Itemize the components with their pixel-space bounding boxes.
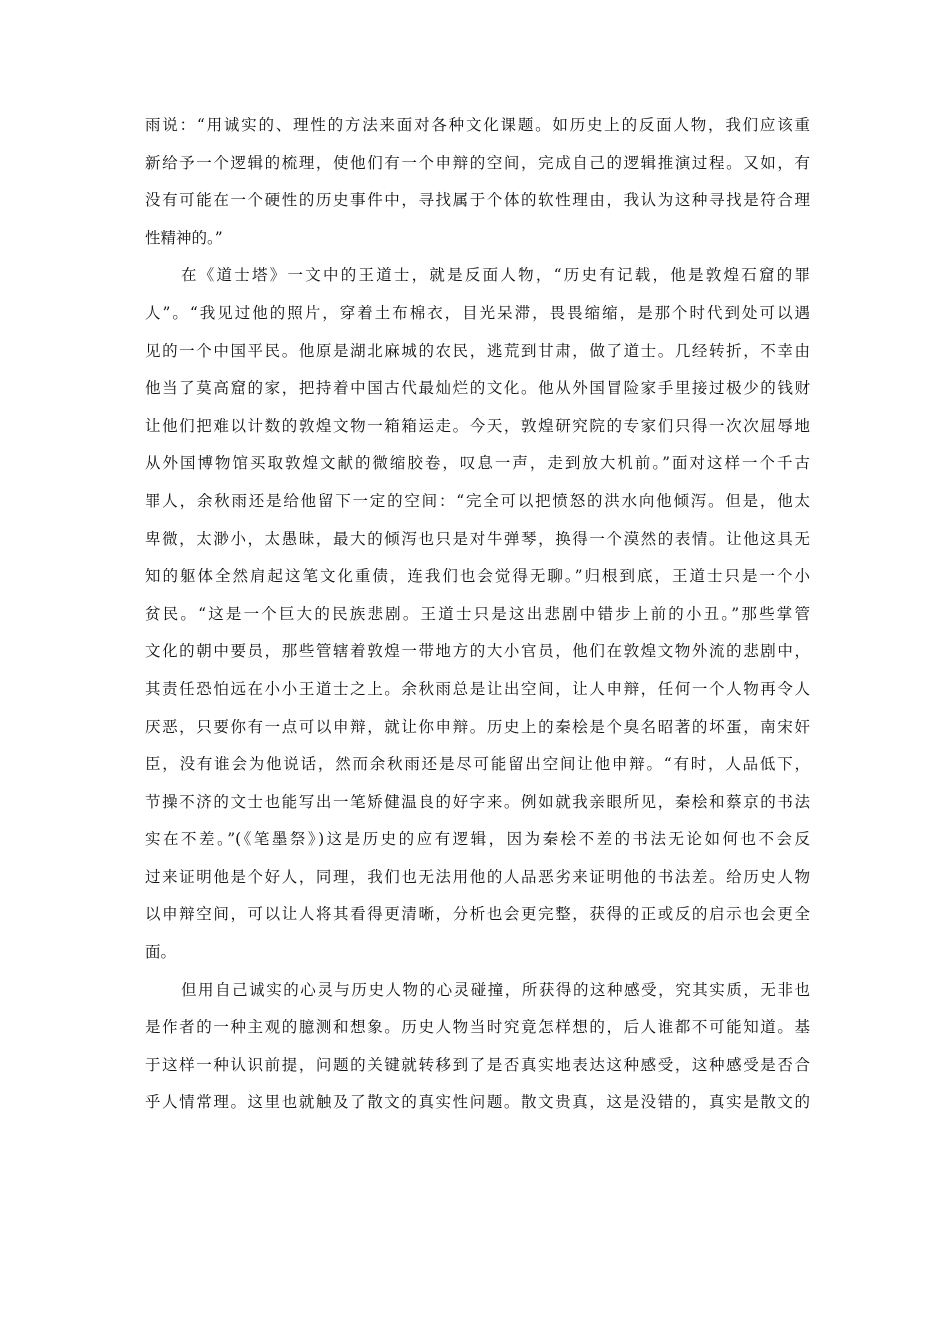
text-line: 卑微，太渺小，太愚昧，最大的倾泻也只是对牛弹琴，换得一个漠然的表情。让他这具无 xyxy=(145,529,810,548)
text-line: 雨说：“用诚实的、理性的方法来面对各种文化课题。如历史上的反面人物，我们应该重 xyxy=(145,116,810,134)
text-line: 从外国博物馆买取敦煌文献的微缩胶卷，叹息一声，走到放大机前。”面对这样一个千古 xyxy=(145,454,810,473)
text-line: 以申辩空间，可以让人将其看得更清晰，分析也会更完整，获得的正或反的启示也会更全 xyxy=(145,905,810,924)
text-line: 节操不济的文士也能写出一笔矫健温良的好字来。例如就我亲眼所见，秦桧和蔡京的书法 xyxy=(145,792,810,811)
text-line: 在《道士塔》一文中的王道士，就是反面人物，“历史有记载，他是敦煌石窟的罪 xyxy=(181,266,810,285)
text-line: 于这样一种认识前提，问题的关键就转移到了是否真实地表达这种感受，这种感受是否合 xyxy=(145,1055,810,1074)
text-line: 没有可能在一个硬性的历史事件中，寻找属于个体的软性理由，我认为这种寻找是符合理 xyxy=(145,191,810,210)
text-line: 见的一个中国平民。他原是湖北麻城的农民，逃荒到甘肃，做了道士。几经转折，不幸由 xyxy=(145,341,810,360)
text-line: 面。 xyxy=(145,943,177,962)
text-line: 他当了莫高窟的家，把持着中国古代最灿烂的文化。他从外国冒险家手里接过极少的钱财 xyxy=(145,379,810,398)
text-line: 文化的朝中要员，那些管辖着敦煌一带地方的大小官员，他们在敦煌文物外流的悲剧中， xyxy=(145,642,810,661)
text-line: 厌恶，只要你有一点可以申辩，就让你申辩。历史上的秦桧是个臭名昭著的坏蛋，南宋奸 xyxy=(145,717,810,736)
text-line: 臣，没有谁会为他说话，然而余秋雨还是尽可能留出空间让他申辩。“有时，人品低下， xyxy=(145,755,810,774)
text-line: 过来证明他是个好人，同理，我们也无法用他的人品恶劣来证明他的书法差。给历史人物 xyxy=(145,867,810,886)
text-line: 罪人，余秋雨还是给他留下一定的空间：“完全可以把愤怒的洪水向他倾泻。但是，他太 xyxy=(145,491,810,510)
text-line: 乎人情常理。这里也就触及了散文的真实性问题。散文贵真，这是没错的，真实是散文的 xyxy=(145,1093,810,1112)
text-line: 但用自己诚实的心灵与历史人物的心灵碰撞，所获得的这种感受，究其实质，无非也 xyxy=(181,980,810,999)
text-line: 是作者的一种主观的臆测和想象。历史人物当时究竟怎样想的，后人谁都不可能知道。基 xyxy=(145,1018,810,1037)
text-line: 其责任恐怕远在小小王道士之上。余秋雨总是让出空间，让人申辩，任何一个人物再令人 xyxy=(145,679,810,698)
document-page xyxy=(145,107,810,1122)
text-line: 让他们把难以计数的敦煌文物一箱箱运走。今天，敦煌研究院的专家们只得一次次屈辱地 xyxy=(145,416,810,435)
text-line: 性精神的。” xyxy=(145,228,223,247)
text-line: 贫民。“这是一个巨大的民族悲剧。王道士只是这出悲剧中错步上前的小丑。”那些掌管 xyxy=(145,604,810,623)
text-line: 实在不差。”(《笔墨祭》)这是历史的应有逻辑，因为秦桧不差的书法无论如何也不会反 xyxy=(145,830,810,849)
text-line: 知的躯体全然肩起这笔文化重债，连我们也会觉得无聊。”归根到底，王道士只是一个小 xyxy=(145,567,810,586)
text-line: 新给予一个逻辑的梳理，使他们有一个申辩的空间，完成自己的逻辑推演过程。又如，有 xyxy=(145,153,810,172)
text-line: 人”。“我见过他的照片，穿着土布棉衣，目光呆滞，畏畏缩缩，是那个时代到处可以遇 xyxy=(145,303,810,322)
